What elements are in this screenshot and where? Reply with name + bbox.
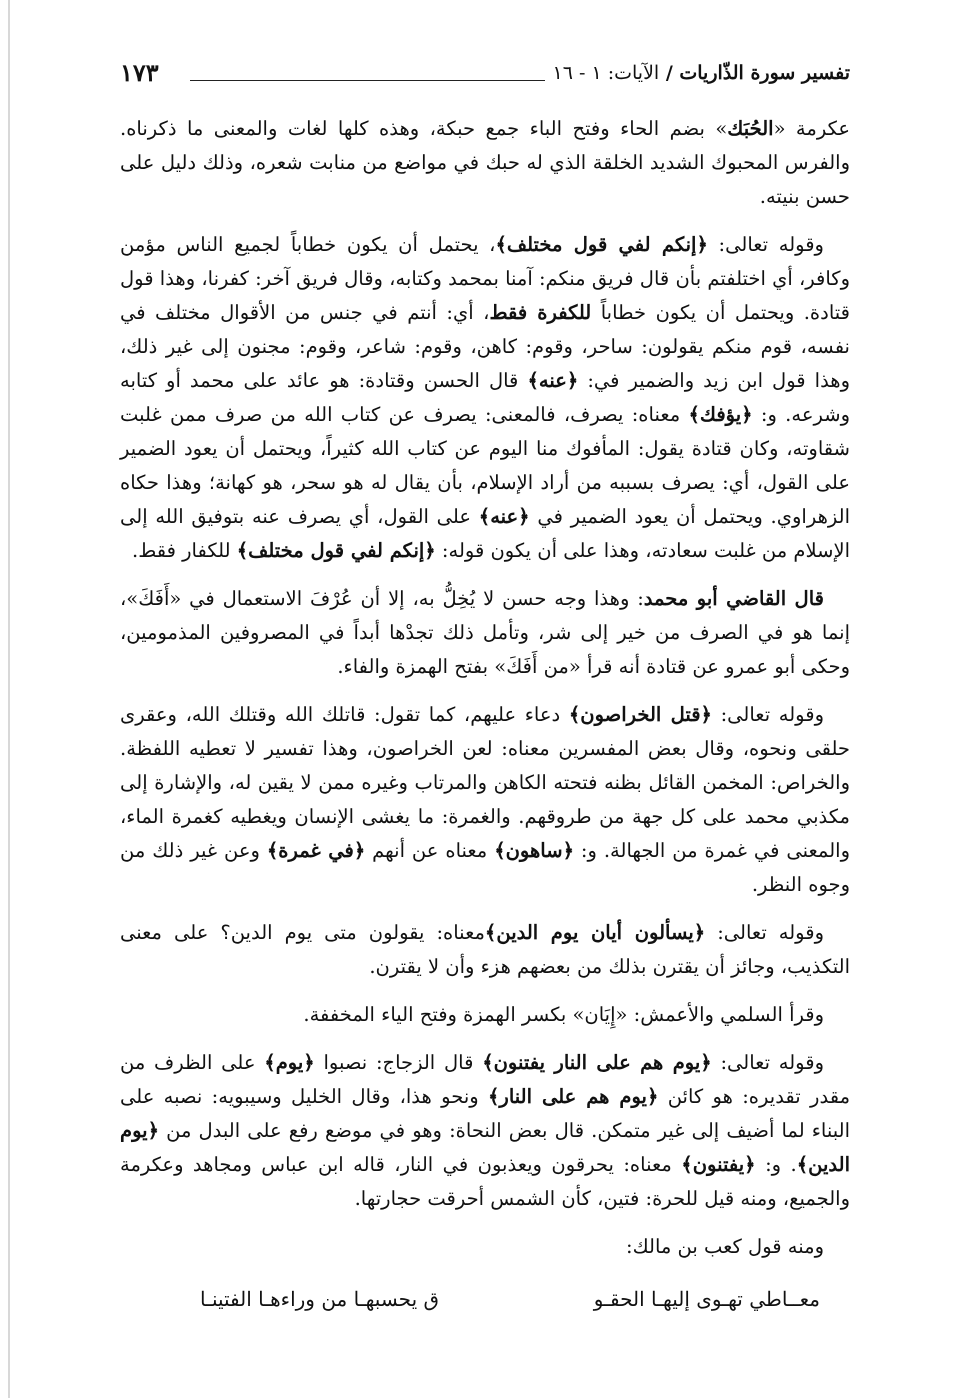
paragraph: [120, 698, 850, 902]
bold-term: ﴿يوم هم على النار يفتنون﴾: [482, 1051, 712, 1074]
text-run: معناه: يقولون متى يوم الدين؟ على معنى التكذيب، وجائز أن يقترن بذلك من بعضهم هزء وأن لا يقترن.: [120, 921, 850, 978]
header-rule: [190, 80, 545, 81]
bold-term: ﴿عنه﴾: [527, 369, 579, 392]
verse-first-hemistich: معــاطي تهـوى إليهـا الحقـو: [593, 1287, 820, 1311]
text-run: على القول، أي يصرف عنه بتوفيق الله إلى الإسلام من غلبت سعادته، وهذا على أن يكون قوله:: [120, 505, 850, 562]
poetry-verse: [200, 1287, 820, 1311]
ayat-range: الآيات: ١ - ١٦: [552, 62, 660, 84]
text-run: » بضم الحاء وفتح الباء جمع حبكة، وهذه كلها لغات والمعنى ما ذكرناه. والفرس المحبوك الشديد الخلقة الذي له حبك في مواضع من منابت شعره، وذلك دليل على حسن بنيته.: [120, 117, 850, 208]
text-run: : وهذا وجه حسن لا يُخِلُّ به، إلا أن عُرْفَ الاستعمال في «أَفَكَ»، إنما هو في الصرف من خير إلى شر، وتأمل ذلك تجدْها أبداً في المصروفين المذمومين، وحكى أبو عمرو عن قتادة أنه قرأ «من أَفَكَ» بفتح الهمزة والفاء.: [120, 587, 850, 678]
running-header: [120, 58, 850, 92]
text-run: للكفار فقط.: [132, 539, 237, 562]
bold-term: ﴿يوم الدين﴾: [120, 1119, 851, 1176]
text-run: معناه: يحرقون ويعذبون في النار، قاله ابن عباس ومجاهد وعكرمة والجميع، ومنه قيل للحرة: فتين، كأن الشمس أحرقت حجارتها.: [120, 1153, 850, 1210]
text-run: ومنه قول كعب بن مالك:: [626, 1235, 824, 1258]
scan-edge-line: [8, 0, 10, 1398]
bold-term: ﴿ساهون﴾: [494, 839, 574, 862]
text-run: وقرأ السلمي والأعمش: «إِيَان» بكسر الهمزة وفتح الياء المخففة.: [303, 1003, 824, 1026]
text-run: وعن غير ذلك من وجوه النظر.: [120, 839, 850, 896]
text-run: قال الحسن وقتادة: هو عائد على محمد أو كتابه وشرعه. و:: [120, 369, 850, 426]
text-run: معناه عن أنهم: [365, 839, 495, 862]
text-run: . و:: [755, 1153, 797, 1176]
bold-term: ﴿قتل الخراصون﴾: [568, 703, 712, 726]
text-run: وقوله تعالى:: [711, 703, 824, 726]
bold-term: قال القاضي أبو محمد: [643, 587, 824, 610]
text-run: وقوله تعالى:: [705, 921, 824, 944]
paragraph: [120, 916, 850, 984]
text-run: وقوله تعالى:: [711, 1051, 824, 1074]
paragraph: [120, 582, 850, 684]
page-body: [120, 112, 850, 1278]
bold-term: ﴿يوم هم على النار﴾: [488, 1085, 659, 1108]
bold-term: ﴿يفتنون﴾: [681, 1153, 756, 1176]
text-run: على الظرف من مقدر تقديره: هو كائن: [120, 1051, 851, 1108]
text-run: دعاء عليهم، كما تقول: قاتلك الله وقتلك الله، وعقرى حلقى ونحوه، وقال بعض المفسرين معناه: لعن الخراصون، وهذا تفسير لا تعطيه اللفظة. والخراص: المخمن القائل بظنه فتحته الكاهن والمرتاب وغيره ممن لا يقين له، والإشارة إلى مكذبي محمد على كل جهة من طروقهم. والغمرة: ما يغشى الإنسان ويغطيه كغمرة الماء، والمعنى في غمرة من الجهالة. و:: [120, 703, 850, 862]
text-run: وقوله تعالى:: [707, 233, 824, 256]
bold-term: ﴿يسألون أيان يوم الدين﴾: [484, 921, 706, 944]
bold-term: ﴿إنكم لفي قول مختلف﴾: [236, 539, 436, 562]
bold-term: ﴿في غمرة﴾: [266, 839, 366, 862]
text-run: ، أي: أنتم في جنس من الأقوال مختلف في نفسه، قوم منكم يقولون: ساحر، وقوم: كاهن، وقوم: شاعر، وقوم: مجنون إلى غير ذلك، وهذا قول ابن زيد والضمير في:: [120, 301, 851, 392]
text-run: معناه: يصرف، فالمعنى: يصرف عن كتاب الله من صرف ممن غلبت شقاوته، وكان قتادة يقول: المأفوك منا اليوم عن كتاب الله كثيراً، ويحتمل أن يعود الضمير على القول، أي: يصرف بسببه من أراد الإسلام، بأن يقال له هو سحر، هو كهانة؛ وهذا حكاه الزهراوي. ويحتمل أن يعود الضمير في: [120, 403, 850, 528]
text-run: عكرمة «: [773, 117, 850, 140]
paragraph: [120, 1230, 850, 1264]
text-run: ونحو هذا، وقال الخليل وسيبويه: نصبه على البناء لما أضيف إلى غير متمكن. قال بعض النحاة: وهو في موضع رفع على البدل من: [120, 1085, 850, 1142]
page-number: ١٧٣: [120, 58, 159, 87]
verse-second-hemistich: ق يحسبهـا من وراءهـا الفتينـا: [200, 1287, 440, 1311]
bold-term: ﴿إنكم لفي قول مختلف﴾: [495, 233, 708, 256]
bold-term: ﴿يوم﴾: [264, 1051, 315, 1074]
bold-term: للكفرة فقط: [489, 301, 592, 324]
running-title: [553, 62, 850, 84]
paragraph: [120, 228, 850, 568]
bold-term: ﴿عنه﴾: [478, 505, 530, 528]
text-run: قال الزجاج: نصبوا: [314, 1051, 483, 1074]
paragraph: [120, 112, 850, 214]
text-run: ، يحتمل أن يكون خطاباً لجميع الناس مؤمن وكافر، أي اختلفتم بأن قال فريق منكم: آمنا بمحمد وكتابه، وقال فريق آخر: كفرنا، وهذا قول قتادة. ويحتمل أن يكون خطاباً: [120, 233, 850, 324]
surah-title: تفسير سورة الذّاريات /: [659, 62, 850, 84]
paragraph: [120, 1046, 850, 1216]
paragraph: [120, 998, 850, 1032]
bold-term: ﴿يؤفك﴾: [688, 403, 753, 426]
bold-term: الحُبَك: [727, 117, 774, 140]
